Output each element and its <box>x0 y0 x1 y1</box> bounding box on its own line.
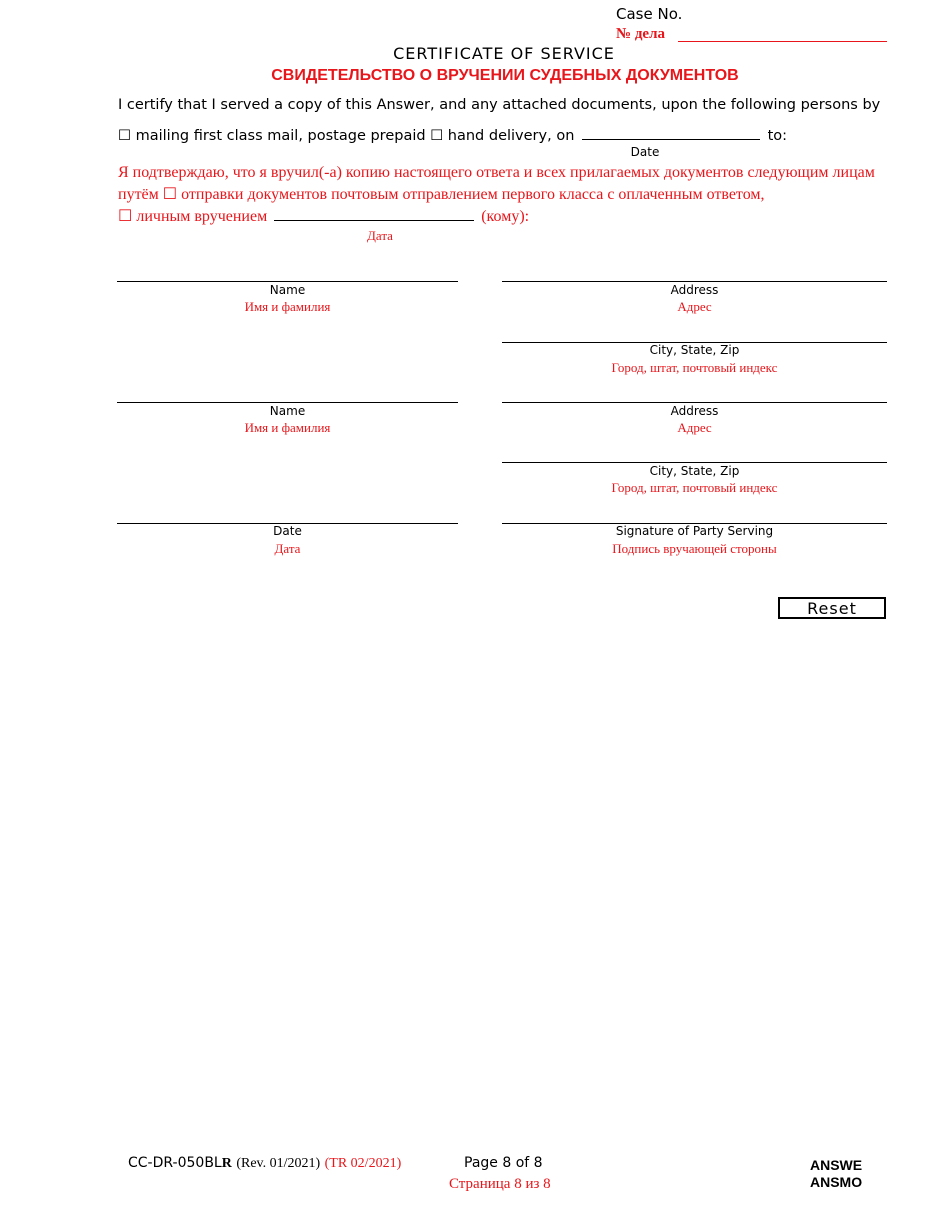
city-label-ru-1: Город, штат, почтовый индекс <box>611 360 778 375</box>
hand-delivery-checkbox-ru[interactable]: ☐ <box>118 208 133 225</box>
form-code <box>810 1157 862 1191</box>
city-label-ru-2: Город, штат, почтовый индекс <box>611 480 778 495</box>
signature-label-ru: Подпись вручающей стороны <box>612 541 777 556</box>
form-number: CC-DR-050BL <box>128 1155 222 1171</box>
date-label: Date <box>273 524 302 538</box>
form-code-line-1: ANSWE <box>810 1157 863 1173</box>
hand-delivery-checkbox[interactable]: ☐ <box>430 128 444 144</box>
mail-checkbox[interactable]: ☐ <box>118 128 131 144</box>
mail-option-label-ru: отправки документов почтовым отправлением первого класса с оплаченным ответом, <box>181 186 765 203</box>
service-date-label-ru: Дата <box>367 228 393 243</box>
certify-text-ru: Я подтверждаю, что я вручил(-а) копию настоящего ответа и всех прилагаемых документов следующим лицам путём <box>118 164 875 203</box>
signature-label: Signature of Party Serving <box>615 524 774 538</box>
mail-checkbox-ru[interactable]: ☐ <box>162 186 178 203</box>
case-number-label: Case No. <box>616 5 683 23</box>
address-label-2: Address <box>670 404 719 418</box>
case-number-field[interactable] <box>678 41 887 42</box>
case-number-label-ru: № дела <box>616 26 665 42</box>
page-number-ru: Страница 8 из 8 <box>449 1176 551 1192</box>
address-label-1: Address <box>670 283 719 297</box>
hand-delivery-label-ru: личным вручением <box>136 208 268 225</box>
city-label-1: City, State, Zip <box>649 343 740 357</box>
certify-statement: I certify that I served a copy of this Answer, and any attached documents, upon the following persons by <box>118 97 881 113</box>
city-label-2: City, State, Zip <box>649 464 740 478</box>
reset-button[interactable]: Reset <box>778 597 886 619</box>
page-title-ru: СВИДЕТЕЛЬСТВО О ВРУЧЕНИИ СУДЕБНЫХ ДОКУМЕНТОВ <box>271 67 739 84</box>
name-label-ru-1: Имя и фамилия <box>244 299 331 314</box>
address-field-1[interactable] <box>502 281 887 282</box>
certify-statement-ru <box>118 162 898 228</box>
form-code-line-2: ANSMO <box>810 1174 863 1190</box>
to-label-ru: (кому): <box>481 208 530 225</box>
service-method-line <box>118 125 787 144</box>
address-field-2[interactable] <box>502 402 887 403</box>
page-number: Page 8 of 8 <box>464 1155 543 1171</box>
page-title: CERTIFICATE OF SERVICE <box>393 44 615 63</box>
address-label-ru-1: Адрес <box>677 299 712 314</box>
city-field-2[interactable] <box>502 462 887 463</box>
hand-delivery-label: hand delivery, on <box>447 128 575 144</box>
name-field-1[interactable] <box>117 281 458 282</box>
to-label: to: <box>767 128 788 144</box>
service-date-field-ru[interactable] <box>274 206 474 221</box>
mail-option-label: mailing first class mail, postage prepaid <box>135 128 426 144</box>
name-field-2[interactable] <box>117 402 458 403</box>
form-id <box>128 1155 401 1172</box>
service-date-label: Date <box>630 145 660 159</box>
form-suffix: R <box>221 1156 232 1171</box>
translation-revision: (TR 02/2021) <box>324 1156 402 1171</box>
form-revision: (Rev. 01/2021) <box>236 1156 321 1171</box>
name-label-1: Name <box>269 283 306 297</box>
name-label-ru-2: Имя и фамилия <box>244 420 331 435</box>
service-date-field[interactable] <box>582 125 760 140</box>
address-label-ru-2: Адрес <box>677 420 712 435</box>
name-label-2: Name <box>269 404 306 418</box>
date-label-ru: Дата <box>274 541 301 556</box>
